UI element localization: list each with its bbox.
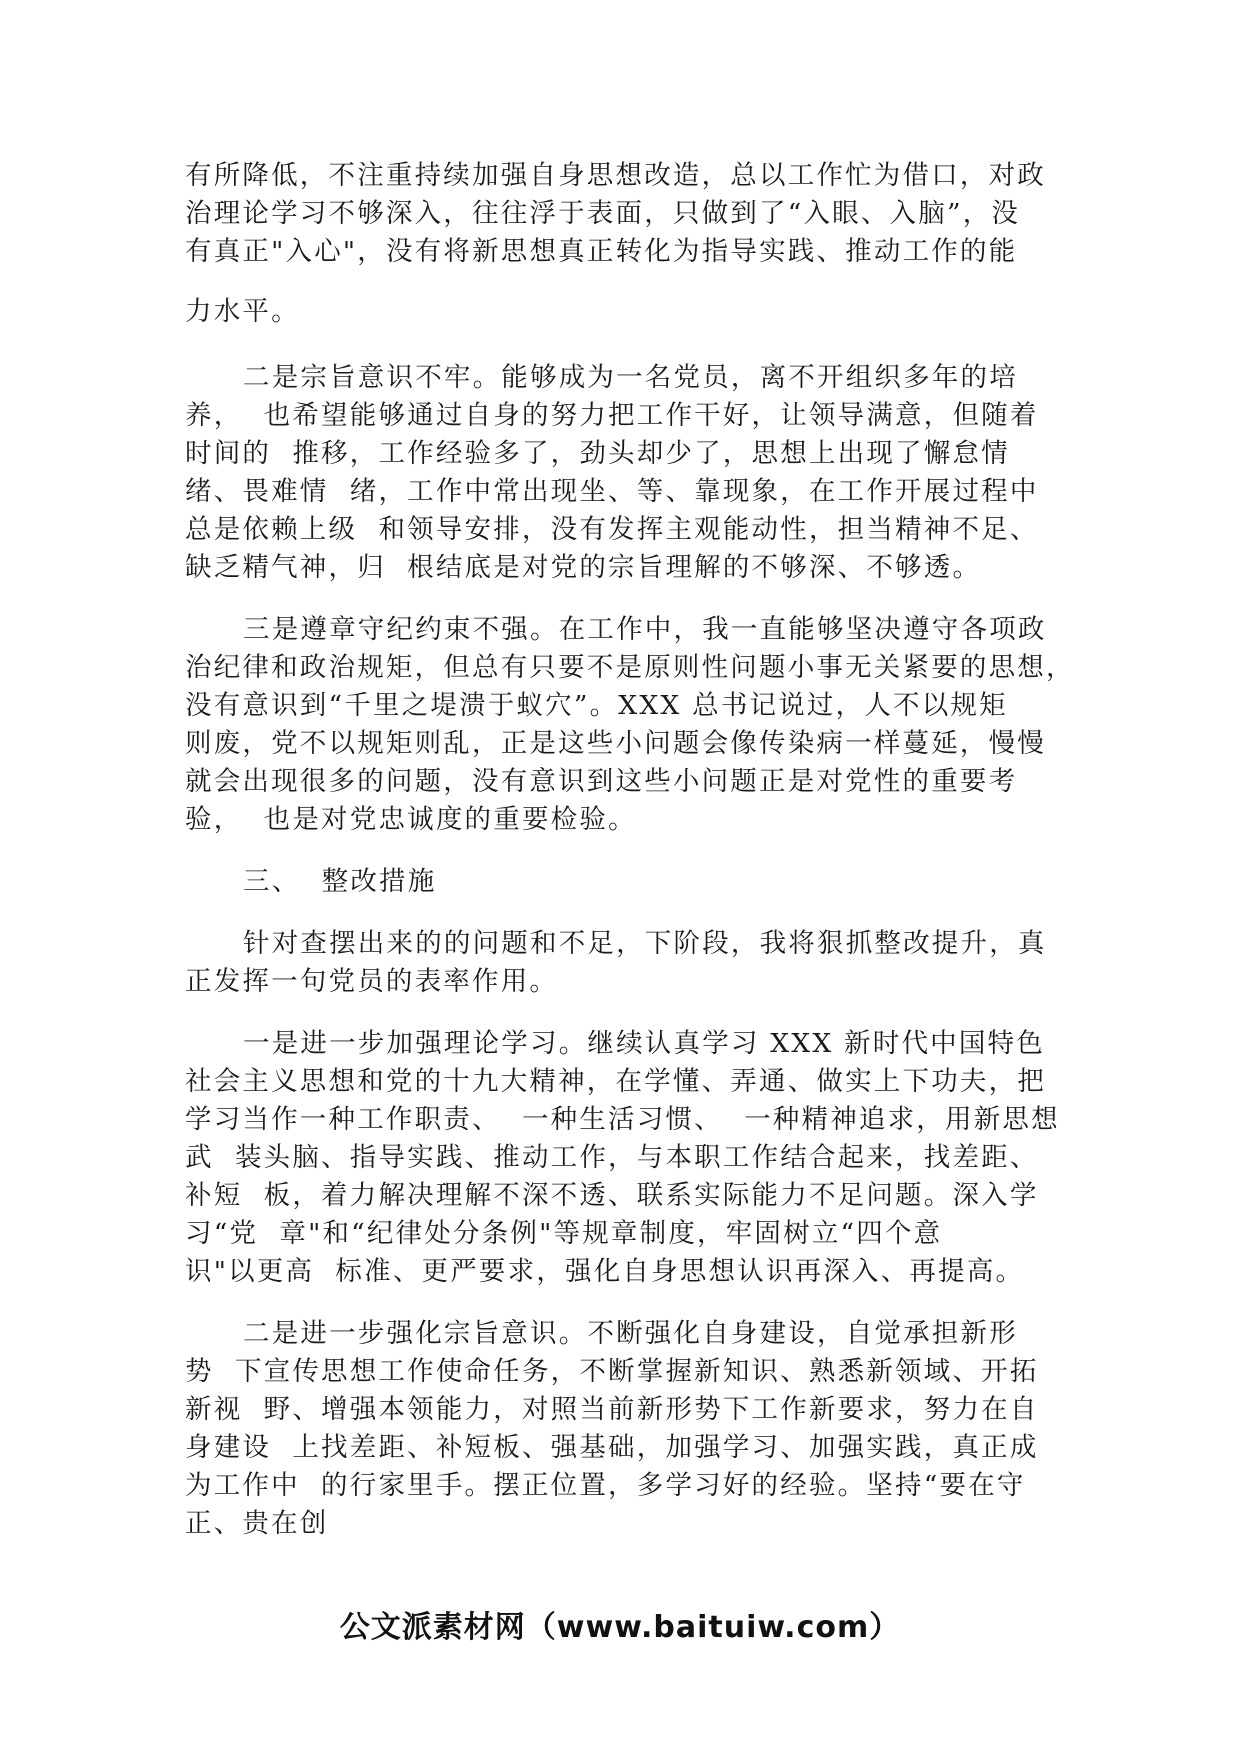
text-line: 有真正"入心"，没有将新思想真正转化为指导实践、推动工作的能 bbox=[185, 236, 1018, 267]
text-line: 正、贵在创 bbox=[185, 1508, 329, 1539]
text-line: 正发挥一句党员的表率作用。 bbox=[185, 966, 559, 997]
text-line: 识"以更高 标准、更严要求，强化自身思想认识再深入、再提高。 bbox=[185, 1256, 1025, 1287]
text-line: 学习当作一种工作职责、 一种生活习惯、 一种精神追求，用新思想 bbox=[185, 1104, 1060, 1135]
section-heading bbox=[185, 863, 1065, 901]
text-line: 有所降低，不注重持续加强自身思想改造，总以工作忙为借口，对政 bbox=[185, 160, 1046, 191]
text-line: 验， 也是对党忠诚度的重要检验。 bbox=[185, 804, 637, 835]
paragraph-intro-measures bbox=[185, 925, 1065, 1001]
text-line: 没有意识到“千里之堤溃于蚁穴”。XXX 总书记说过，人不以规矩 bbox=[185, 690, 1008, 721]
text-line: 则废，党不以规矩则乱，正是这些小问题会像传染病一样蔓延，慢慢 bbox=[185, 728, 1046, 759]
text-line: 一是进一步加强理论学习。继续认真学习 XXX 新时代中国特色 bbox=[243, 1028, 1045, 1059]
text-line: 习“党 章"和“纪律处分条例"等规章制度，牢固树立“四个意 bbox=[185, 1218, 943, 1249]
text-line: 三是遵章守纪约束不强。在工作中，我一直能够坚决遵守各项政 bbox=[243, 614, 1047, 645]
section-heading-text: 三、 整改措施 bbox=[243, 866, 437, 897]
text-line: 时间的 推移，工作经验多了，劲头却少了，思想上出现了懈怠情 bbox=[185, 438, 1010, 469]
text-line: 武 装头脑、指导实践、推动工作，与本职工作结合起来，找差距、 bbox=[185, 1142, 1039, 1173]
text-line: 身建设 上找差距、补短板、强基础，加强学习、加强实践，真正成 bbox=[185, 1432, 1039, 1463]
paragraph-theory-study bbox=[185, 1025, 1065, 1291]
text-line: 势 下宣传思想工作使命任务，不断掌握新知识、熟悉新领域、开拓 bbox=[185, 1356, 1039, 1387]
text-line: 绪、畏难情 绪，工作中常出现坐、等、靠现象，在工作开展过程中 bbox=[185, 476, 1039, 507]
paragraph-purpose-awareness bbox=[185, 359, 1065, 587]
paragraph-purpose-strengthening bbox=[185, 1315, 1065, 1543]
text-line: 养， 也希望能够通过自身的努力把工作干好，让领导满意，但随着 bbox=[185, 400, 1039, 431]
text-line: 力水平。 bbox=[185, 296, 300, 327]
text-line: 二是进一步强化宗旨意识。不断强化自身建设，自觉承担新形 bbox=[243, 1318, 1018, 1349]
text-line: 就会出现很多的问题，没有意识到这些小问题正是对党性的重要考 bbox=[185, 766, 1018, 797]
text-line: 社会主义思想和党的十九大精神，在学懂、弄通、做实上下功夫，把 bbox=[185, 1066, 1046, 1097]
text-line: 治纪律和政治规矩，但总有只要不是原则性问题小事无关紧要的思想， bbox=[185, 652, 1075, 683]
text-line: 补短 板，着力解决理解不深不透、联系实际能力不足问题。深入学 bbox=[185, 1180, 1039, 1211]
document-body bbox=[185, 157, 1075, 1543]
text-line: 治理论学习不够深入，往往浮于表面，只做到了“入眼、入脑”，没 bbox=[185, 198, 1021, 229]
text-line: 为工作中 的行家里手。摆正位置，多学习好的经验。坚持“要在守 bbox=[185, 1470, 1026, 1501]
text-line: 总是依赖上级 和领导安排，没有发挥主观能动性，担当精神不足、 bbox=[185, 514, 1039, 545]
text-line: 缺乏精气神，归 根结底是对党的宗旨理解的不够深、不够透。 bbox=[185, 552, 982, 583]
paragraph-discipline bbox=[185, 611, 1075, 839]
text-line: 针对查摆出来的的问题和不足，下阶段，我将狠抓整改提升，真 bbox=[243, 928, 1047, 959]
text-line: 新视 野、增强本领能力，对照当前新形势下工作新要求，努力在自 bbox=[185, 1394, 1039, 1425]
footer-watermark: 公文派素材网（www.baituiw.com） bbox=[339, 1610, 901, 1645]
paragraph-continuation bbox=[185, 157, 1065, 331]
text-line: 二是宗旨意识不牢。能够成为一名党员，离不开组织多年的培 bbox=[243, 362, 1018, 393]
